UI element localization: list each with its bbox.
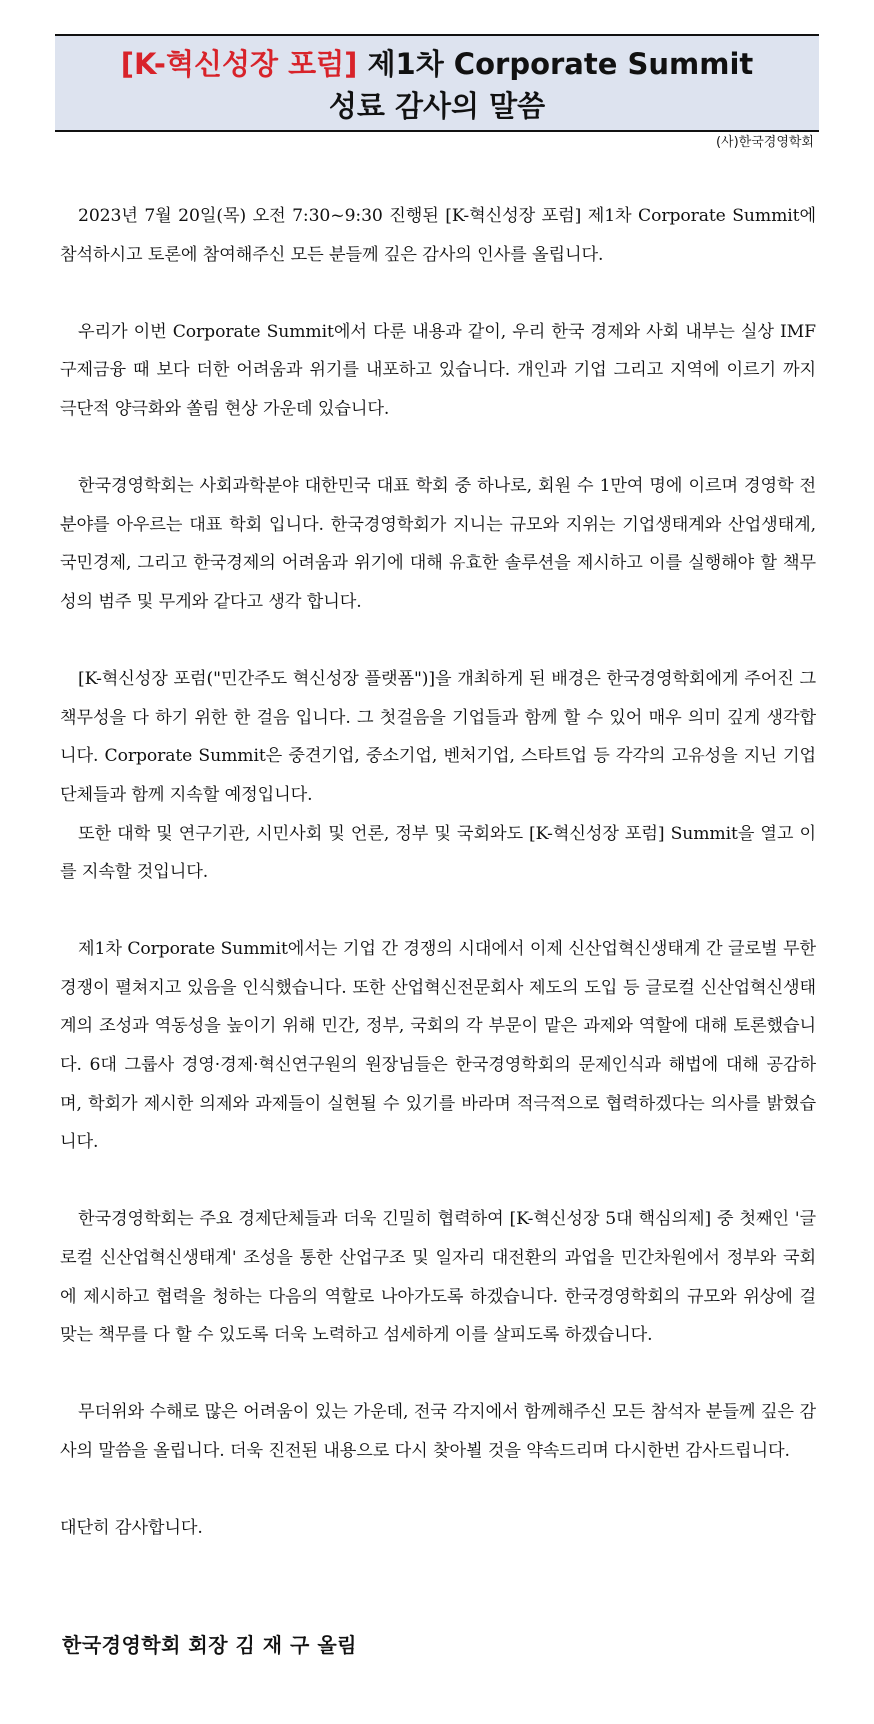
title-banner [55, 34, 819, 132]
page-subtitle: 성료 감사의 말씀 [328, 89, 546, 123]
paragraph-1: 2023년 7월 20일(목) 오전 7:30~9:30 진행된 [K-혁신성장 포럼] 제1차 Corporate Summit에 참석하시고 토론에 참여해주신 모든 분들께 깊은 감사의 인사를 올립니다. [60, 206, 816, 265]
title-accent: [K-혁신성장 포럼] [120, 47, 358, 81]
letter-body [60, 197, 816, 1548]
paragraph-3: 한국경영학회는 사회과학분야 대한민국 대표 학회 중 하나로, 회원 수 1만여 명에 이르며 경영학 전 분야를 아우르는 대표 학회 입니다. 한국경영학회가 지니는 규모와 지위는 기업생태계와 산업생태계, 국민경제, 그리고 한국경제의 어려움과 위기에 대해 유효한 솔루션을 제시하고 이를 실행해야 할 책무성의 범주 및 무게와 같다고 생각 합니다. [60, 476, 816, 612]
title-rest: 제1차 Corporate Summit [357, 47, 754, 81]
paragraph-5: 또한 대학 및 연구기관, 시민사회 및 언론, 정부 및 국회와도 [K-혁신성장 포럼] Summit을 열고 이를 지속할 것입니다. [60, 823, 816, 883]
closing-remark: 대단히 감사합니다. [60, 1518, 203, 1539]
paragraph-4: [K-혁신성장 포럼("민간주도 혁신성장 플랫폼")]을 개최하게 된 배경은 한국경영학회에게 주어진 그 책무성을 다 하기 위한 한 걸음 입니다. 그 첫걸음을 기업들과 함께 할 수 있어 매우 의미 깊게 생각합니다. Corporate Summit은 중견기업, 중소기업, 벤처기업, 스타트업 등 각각의 고유성을 지닌 기업단체들과 함께 지속할 예정입니다. [60, 669, 816, 805]
signature: 한국경영학회 회장 김 재 구 올림 [62, 1633, 357, 1657]
organization-tag: (사)한국경영학회 [715, 135, 814, 150]
paragraph-8: 무더위와 수해로 많은 어려움이 있는 가운데, 전국 각지에서 함께해주신 모든 참석자 분들께 깊은 감사의 말씀을 올립니다. 더욱 진전된 내용으로 다시 찾아뵐 것을 약속드리며 다시한번 감사드립니다. [60, 1402, 816, 1461]
page-title [55, 44, 819, 84]
paragraph-7: 한국경영학회는 주요 경제단체들과 더욱 긴밀히 협력하여 [K-혁신성장 5대 핵심의제] 중 첫째인 '글로컬 신산업혁신생태계' 조성을 통한 산업구조 및 일자리 대전환의 과업을 민간차원에서 정부와 국회에 제시하고 협력을 청하는 다음의 역할로 나아가도록 하겠습니다. 한국경영학회의 규모와 위상에 걸맞는 책무를 다 할 수 있도록 더욱 노력하고 섬세하게 이를 살피도록 하겠습니다. [60, 1209, 816, 1346]
paragraph-6: 제1차 Corporate Summit에서는 기업 간 경쟁의 시대에서 이제 신산업혁신생태계 간 글로벌 무한 경쟁이 펼쳐지고 있음을 인식했습니다. 또한 산업혁신전문회사 제도의 도입 등 글로컬 신산업혁신생태계의 조성과 역동성을 높이기 위해 민간, 정부, 국회의 각 부문이 맡은 과제와 역할에 대해 토론했습니다. 6대 그룹사 경영·경제·혁신연구원의 원장님들은 한국경영학회의 문제인식과 해법에 대해 공감하며, 학회가 제시한 의제와 과제들이 실현될 수 있기를 바라며 적극적으로 협력하겠다는 의사를 밝혔습니다. [60, 939, 816, 1153]
paragraph-2: 우리가 이번 Corporate Summit에서 다룬 내용과 같이, 우리 한국 경제와 사회 내부는 실상 IMF 구제금융 때 보다 더한 어려움과 위기를 내포하고 있습니다. 개인과 기업 그리고 지역에 이르기 까지 극단적 양극화와 쏠림 현상 가운데 있습니다. [60, 321, 816, 419]
